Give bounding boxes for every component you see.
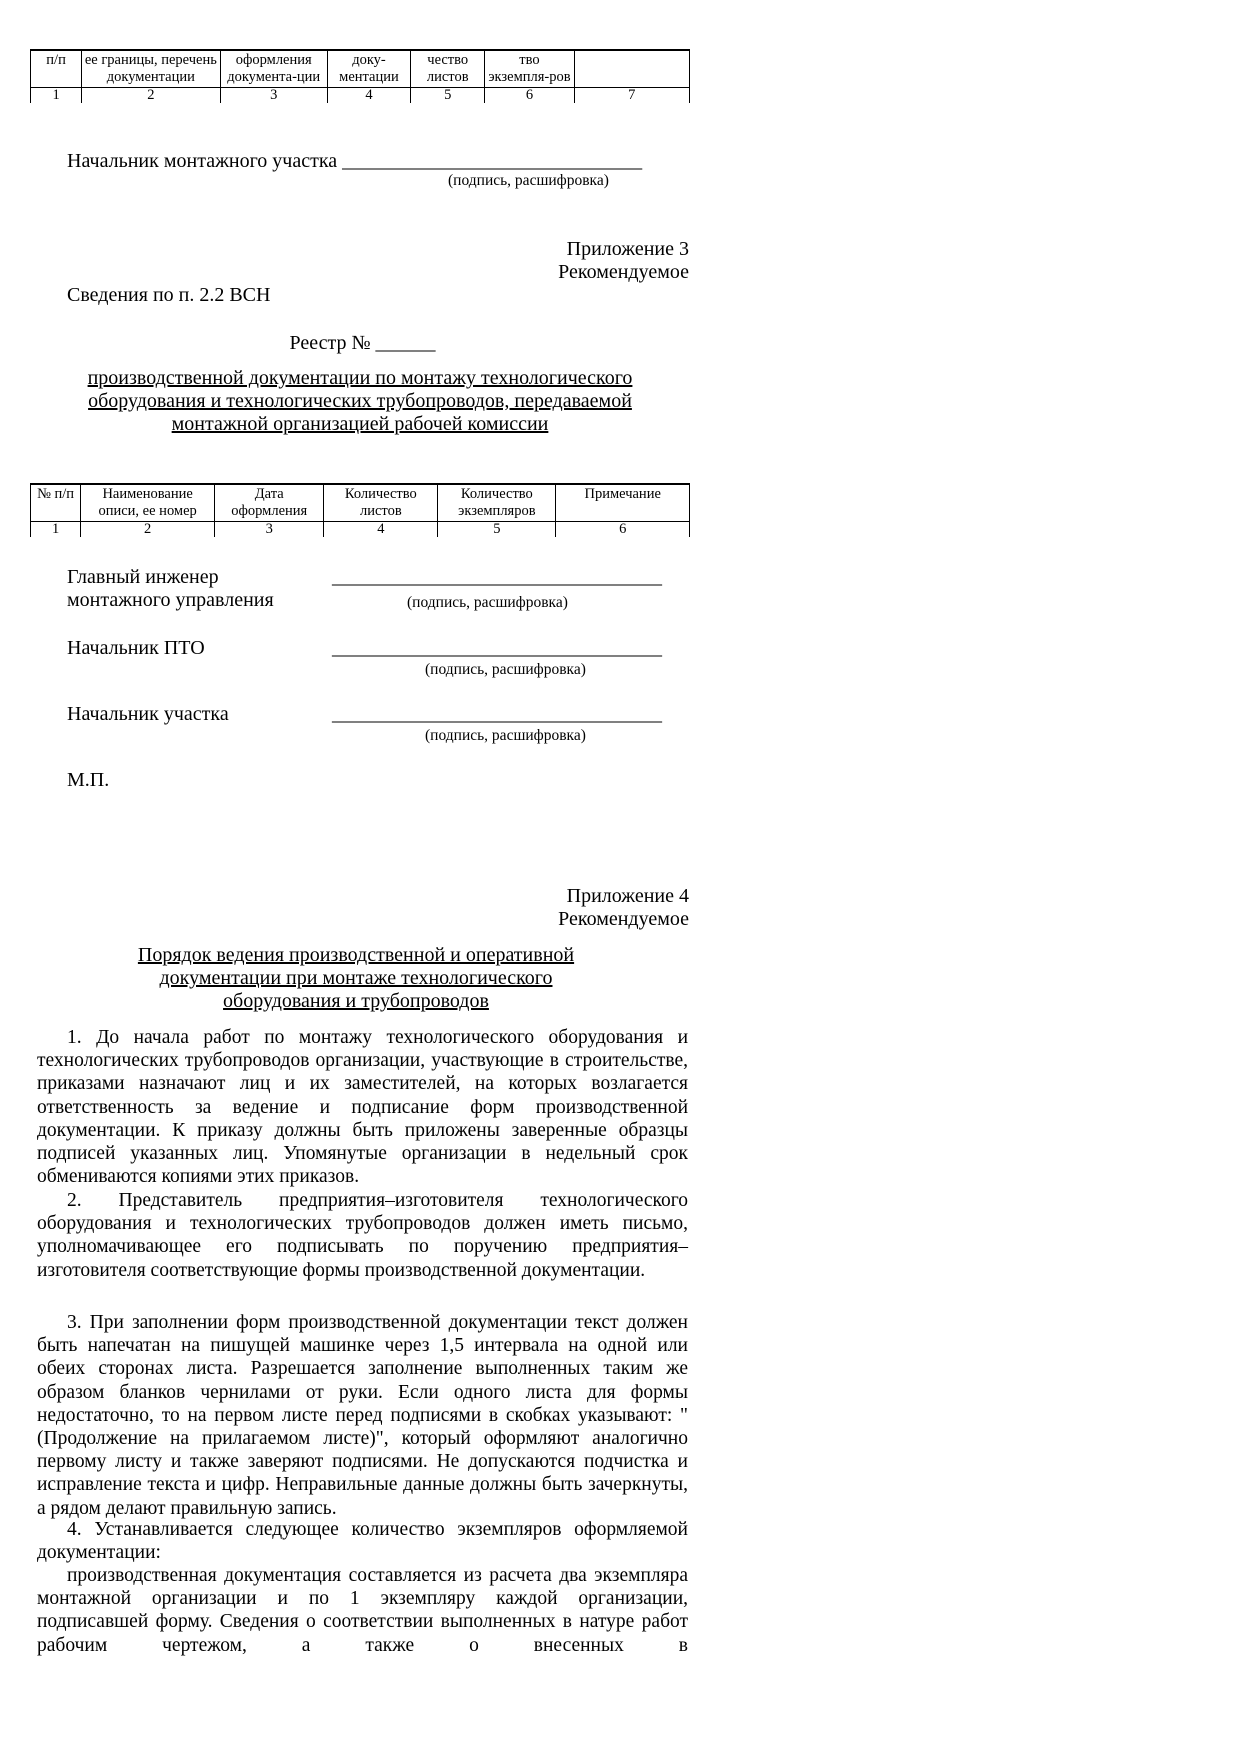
column-number: 2 [81, 522, 215, 538]
paragraph-1: 1. До начала работ по монтажу технологического оборудования и технологических трубопроводов организации, участвующие в строительстве, приказами назначают лиц и их заместителей, на которых возлагается ответственность за ведение и подписание форм производственной документации. К приказу должны быть приложены заверенные образцы подписей указанных лиц. Упомянутые организации в недельный срок обмениваются копиями этих приказов. [37, 1027, 688, 1188]
appendix-3-heading: производственной документации по монтажу технологического оборудования и технологических трубопроводов, передаваемой монтажной организацией рабочей комиссии [87, 367, 633, 435]
appendix-4-subtitle: Рекомендуемое [558, 908, 689, 930]
table-header-cell: п/п [31, 50, 82, 88]
column-number: 6 [556, 522, 690, 538]
column-number: 4 [324, 522, 438, 538]
table-header-cell: чество листов [411, 50, 485, 88]
appendix-4-heading: Порядок ведения производственной и оперативной документации при монтаже технологического оборудования и трубопроводов [137, 944, 575, 1012]
stamp-placeholder: М.П. [67, 769, 110, 791]
signature-line: _________________________________ [332, 566, 662, 588]
table-header-cell: Наименование описи, ее номер [81, 484, 215, 522]
signature-caption: (подпись, расшифровка) [448, 172, 609, 189]
section-chief-label: Начальник участка [67, 703, 229, 725]
column-number: 5 [411, 88, 485, 104]
signature-caption: (подпись, расшифровка) [425, 661, 586, 678]
documentation-table-1 [30, 49, 690, 103]
table-header-cell: оформления документа-ции [220, 50, 327, 88]
column-number: 1 [31, 522, 81, 538]
column-number: 3 [215, 522, 324, 538]
registry-number: Реестр № ______ [289, 332, 436, 354]
column-number: 6 [485, 88, 574, 104]
table-header-cell: тво экземпля-ров [485, 50, 574, 88]
paragraph-5: производственная документация составляется из расчета два экземпляра монтажной организации и по 1 экземпляру каждой организации, подписавшей форму. Сведения о соответствии выполненных в натуре работ рабочим чертежом, а также о внесенных в [37, 1565, 688, 1656]
table-number-row [31, 88, 690, 104]
table-header-cell: Примечание [556, 484, 690, 522]
column-number: 2 [82, 88, 220, 104]
table-header-cell: ее границы, перечень документации [82, 50, 220, 88]
section-chief-signature-line: Начальник монтажного участка ______________________________ [67, 150, 643, 172]
registry-table [30, 483, 690, 537]
signature-line: _________________________________ [332, 703, 662, 725]
column-number: 7 [574, 88, 689, 104]
column-number: 5 [438, 522, 556, 538]
appendix-3-info: Сведения по п. 2.2 ВСН [67, 284, 271, 306]
table-header-cell: Количество экземпляров [438, 484, 556, 522]
paragraph-4: 4. Устанавливается следующее количество экземпляров оформляемой документации: [37, 1519, 688, 1564]
column-number: 1 [31, 88, 82, 104]
table-number-row [31, 522, 690, 538]
signature-caption: (подпись, расшифровка) [407, 594, 568, 611]
appendix-3-subtitle: Рекомендуемое [558, 261, 689, 283]
signature-caption: (подпись, расшифровка) [425, 727, 586, 744]
paragraph-3: 3. При заполнении форм производственной документации текст должен быть напечатан на пишущей машинке через 1,5 интервала на одной или обеих сторонах листа. Разрешается заполнение выполненных таким же образом бланков чернилами от руки. Если одного листа для формы недостаточно, то на первом листе перед подписями в скобках указывают: "(Продолжение на прилагаемом листе)", который оформляют аналогично первому листу и также заверяют подписями. Не допускаются подчистка и исправление текста и цифр. Неправильные данные должны быть зачеркнуты, а рядом делают правильную запись. [37, 1312, 688, 1519]
table-header-row [31, 50, 690, 88]
appendix-3-title: Приложение 3 [566, 238, 689, 260]
table-header-row [31, 484, 690, 522]
table-header-cell [574, 50, 689, 88]
column-number: 3 [220, 88, 327, 104]
table-header-cell: № п/п [31, 484, 81, 522]
table-header-cell: доку-ментации [327, 50, 410, 88]
table-header-cell: Дата оформления [215, 484, 324, 522]
pto-chief-label: Начальник ПТО [67, 637, 205, 659]
signature-line: _________________________________ [332, 637, 662, 659]
appendix-4-title: Приложение 4 [566, 885, 689, 907]
chief-engineer-label: Главный инженер монтажного управления [67, 566, 274, 611]
table-header-cell: Количество листов [324, 484, 438, 522]
paragraph-2: 2. Представитель предприятия–изготовителя технологического оборудования и технологических трубопроводов должен иметь письмо, уполномачивающее его подписывать по поручению предприятия–изготовителя соответствующие формы производственной документации. [37, 1190, 688, 1281]
column-number: 4 [327, 88, 410, 104]
